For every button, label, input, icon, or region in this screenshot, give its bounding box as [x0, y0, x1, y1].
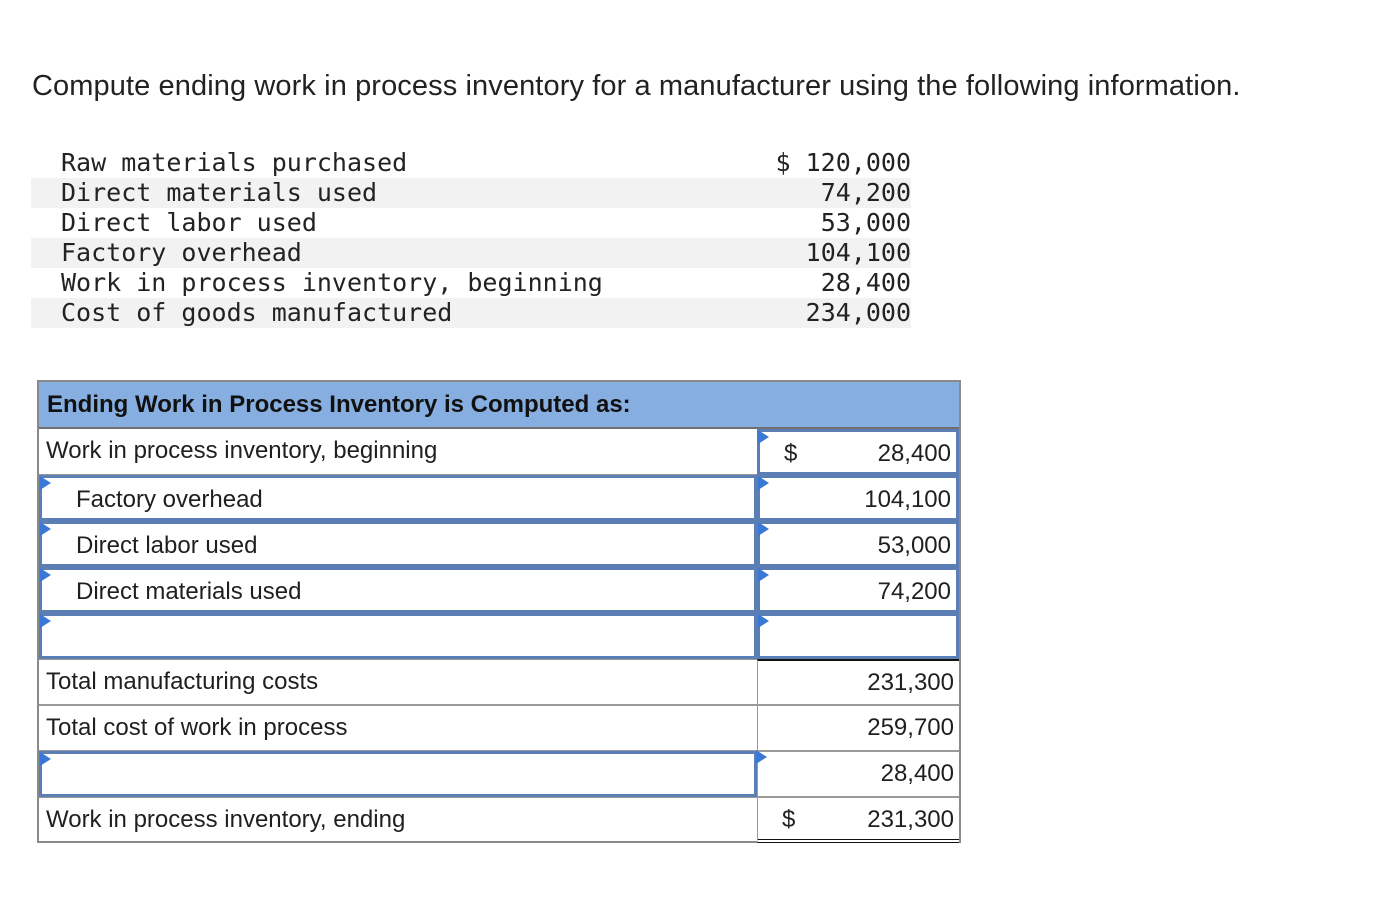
- label-input[interactable]: [39, 751, 757, 797]
- amount-value: 231,300: [867, 669, 954, 696]
- info-value: 53,000: [820, 208, 911, 237]
- info-label: Raw materials purchased: [61, 148, 408, 177]
- info-label: Direct labor used: [61, 208, 317, 237]
- label-input[interactable]: [39, 613, 757, 659]
- amount-input[interactable]: [757, 429, 959, 475]
- input-flag-icon: [758, 614, 769, 628]
- info-row-direct-labor: [31, 208, 911, 238]
- input-flag-icon: [40, 614, 51, 628]
- info-value: 234,000: [805, 298, 911, 327]
- label-input[interactable]: [39, 521, 757, 567]
- input-flag-icon: [40, 522, 51, 536]
- input-flag-icon: [40, 568, 51, 582]
- info-value: 104,100: [805, 238, 911, 267]
- info-value: 28,400: [820, 268, 911, 297]
- info-value: 74,200: [820, 178, 911, 207]
- info-label: Work in process inventory, beginning: [61, 268, 603, 297]
- currency-symbol: $: [782, 806, 796, 833]
- table-row: [39, 429, 959, 475]
- table-row: [39, 475, 959, 521]
- amount-input[interactable]: [757, 659, 959, 705]
- row-label: Total manufacturing costs: [39, 659, 757, 705]
- amount-value: 259,700: [867, 714, 954, 741]
- input-flag-icon: [758, 568, 769, 582]
- table-row: [39, 521, 959, 567]
- amount-input[interactable]: [757, 521, 959, 567]
- amount-input[interactable]: [757, 567, 959, 613]
- row-label: Work in process inventory, beginning: [39, 429, 757, 475]
- label-input[interactable]: [39, 475, 757, 521]
- input-flag-icon: [758, 430, 769, 444]
- info-row-raw-materials: [31, 148, 911, 178]
- currency-symbol: $: [784, 440, 798, 467]
- input-flag-icon: [40, 752, 51, 766]
- amount-value: 28,400: [880, 760, 954, 787]
- input-flag-icon: [756, 750, 767, 764]
- info-row-cogm: [31, 298, 911, 328]
- label-input[interactable]: [39, 567, 757, 613]
- label-value: Direct labor used: [76, 532, 258, 559]
- label-value: Factory overhead: [76, 486, 263, 513]
- table-row: [39, 659, 959, 705]
- input-flag-icon: [40, 476, 51, 490]
- amount-input[interactable]: [757, 751, 959, 797]
- given-information-table: [31, 148, 911, 328]
- amount-value: 231,300: [867, 806, 954, 833]
- amount-input[interactable]: [757, 797, 959, 843]
- amount-value: 104,100: [864, 486, 951, 513]
- amount-input[interactable]: [757, 475, 959, 521]
- amount-value: 28,400: [877, 440, 951, 467]
- info-row-factory-overhead: [31, 238, 911, 268]
- label-value: Direct materials used: [76, 578, 302, 605]
- info-row-wip-beginning: [31, 268, 911, 298]
- ending-wip-worksheet: [37, 380, 961, 843]
- table-row: [39, 567, 959, 613]
- info-label: Factory overhead: [61, 238, 302, 267]
- info-label: Cost of goods manufactured: [61, 298, 453, 327]
- info-value: $ 120,000: [775, 148, 911, 177]
- amount-value: 74,200: [877, 578, 951, 605]
- worksheet-header: Ending Work in Process Inventory is Computed as:: [39, 382, 959, 429]
- amount-input[interactable]: [757, 613, 959, 659]
- info-label: Direct materials used: [61, 178, 378, 207]
- amount-value: 53,000: [877, 532, 951, 559]
- table-row: [39, 797, 959, 843]
- input-flag-icon: [758, 522, 769, 536]
- table-row: [39, 705, 959, 751]
- table-row: [39, 751, 959, 797]
- row-label: Total cost of work in process: [39, 705, 757, 751]
- table-row: [39, 613, 959, 659]
- info-row-direct-materials: [31, 178, 911, 208]
- question-text: Compute ending work in process inventory for a manufacturer using the following information.: [32, 70, 1241, 102]
- amount-input[interactable]: [757, 705, 959, 751]
- input-flag-icon: [758, 476, 769, 490]
- row-label: Work in process inventory, ending: [39, 797, 757, 843]
